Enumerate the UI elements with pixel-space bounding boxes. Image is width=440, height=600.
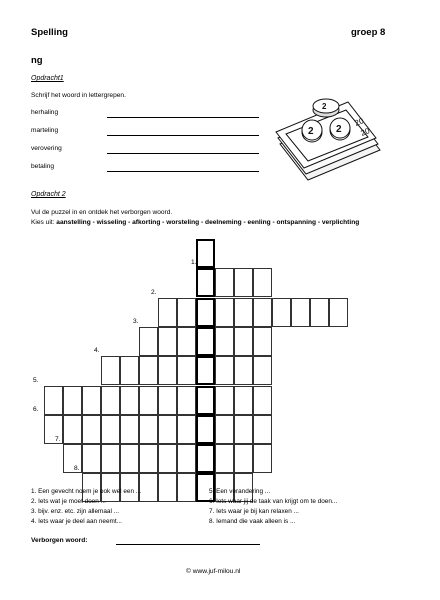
crossword-cell[interactable] [177, 444, 196, 473]
crossword-cell[interactable] [234, 444, 253, 473]
row-number: 3. [133, 318, 139, 325]
answer-line[interactable] [107, 153, 259, 154]
crossword-cell[interactable] [234, 327, 253, 356]
crossword-cell[interactable] [177, 473, 196, 502]
crossword-cell-hidden[interactable] [196, 356, 215, 385]
crossword-cell[interactable] [215, 386, 234, 415]
row-number: 6. [33, 406, 39, 413]
crossword-cell-hidden[interactable] [196, 268, 215, 297]
crossword-cell[interactable] [253, 444, 272, 473]
crossword-cell[interactable] [82, 386, 101, 415]
crossword-cell-hidden[interactable] [196, 239, 215, 268]
crossword-cell[interactable] [215, 356, 234, 385]
crossword-cell[interactable] [120, 444, 139, 473]
crossword-cell[interactable] [253, 415, 272, 444]
svg-text:2: 2 [336, 124, 342, 135]
row-number: 7. [55, 436, 61, 443]
crossword-cell[interactable] [139, 356, 158, 385]
word-label: verovering [31, 145, 62, 152]
crossword-cell-hidden[interactable] [196, 415, 215, 444]
crossword-cell[interactable] [158, 386, 177, 415]
subtitle: ng [31, 55, 43, 66]
crossword-cell[interactable] [177, 415, 196, 444]
crossword-cell[interactable] [139, 415, 158, 444]
crossword-cell[interactable] [234, 356, 253, 385]
crossword-cell[interactable] [253, 268, 272, 297]
clue-item: 8. Iemand die vaak alleen is ... [209, 518, 296, 525]
word-label: marteling [31, 127, 59, 134]
crossword-cell[interactable] [139, 386, 158, 415]
word-label: herhaling [31, 109, 59, 116]
opdracht1-heading: Opdracht1 [31, 75, 64, 82]
choices-list: aanstelling - wisseling - afkorting - worsteling - deelneming - eenling - ontspanning - verplichting [56, 219, 360, 226]
clue-item: 7. Iets waar je bij kan relaxen ... [209, 508, 299, 515]
crossword-cell[interactable] [139, 444, 158, 473]
crossword-cell[interactable] [158, 356, 177, 385]
page-title: Spelling [31, 27, 68, 38]
crossword-cell[interactable] [101, 444, 120, 473]
crossword-cell[interactable] [234, 415, 253, 444]
svg-text:2: 2 [308, 126, 314, 137]
crossword-cell[interactable] [253, 356, 272, 385]
crossword-cell[interactable] [158, 473, 177, 502]
crossword-cell[interactable] [139, 473, 158, 502]
answer-line[interactable] [107, 135, 259, 136]
crossword-cell[interactable] [253, 386, 272, 415]
opdracht1-instruction: Schrijf het woord in lettergrepen. [31, 92, 126, 99]
crossword-cell-hidden[interactable] [196, 444, 215, 473]
row-number: 8. [74, 465, 80, 472]
crossword-cell[interactable] [272, 298, 291, 327]
crossword-cell[interactable] [234, 386, 253, 415]
crossword-cell[interactable] [177, 298, 196, 327]
crossword-cell[interactable] [234, 268, 253, 297]
opdracht2-heading: Opdracht 2 [31, 191, 66, 198]
crossword-cell[interactable] [310, 298, 329, 327]
crossword-cell-hidden[interactable] [196, 386, 215, 415]
crossword-cell[interactable] [329, 298, 348, 327]
answer-line[interactable] [107, 117, 259, 118]
crossword-cell[interactable] [253, 298, 272, 327]
hidden-word-line[interactable] [116, 544, 260, 545]
crossword-cell[interactable] [101, 356, 120, 385]
crossword-cell[interactable] [158, 444, 177, 473]
crossword-cell[interactable] [158, 298, 177, 327]
crossword-cell[interactable] [44, 386, 63, 415]
answer-line[interactable] [107, 171, 259, 172]
clue-item: 3. bijv. enz. etc. zijn allemaal ... [31, 508, 119, 515]
crossword-cell[interactable] [63, 386, 82, 415]
crossword-cell[interactable] [215, 444, 234, 473]
word-choices [31, 219, 359, 226]
crossword-cell[interactable] [120, 386, 139, 415]
row-number: 5. [33, 377, 39, 384]
crossword-cell[interactable] [234, 298, 253, 327]
word-label: betaling [31, 163, 55, 170]
crossword-cell[interactable] [291, 298, 310, 327]
row-number: 4. [94, 347, 100, 354]
crossword-cell[interactable] [82, 444, 101, 473]
hidden-word-label: Verborgen woord: [31, 537, 88, 544]
crossword-cell[interactable] [63, 415, 82, 444]
crossword-cell-hidden[interactable] [196, 298, 215, 327]
clue-item: 5. Een verandering ... [209, 488, 271, 495]
row-number: 1. [191, 259, 197, 266]
crossword-cell[interactable] [215, 327, 234, 356]
crossword-cell[interactable] [82, 415, 101, 444]
crossword-cell-hidden[interactable] [196, 327, 215, 356]
crossword-cell[interactable] [158, 327, 177, 356]
crossword-cell[interactable] [120, 356, 139, 385]
crossword-cell[interactable] [120, 415, 139, 444]
footer-credit: © www.juf-milou.nl [186, 568, 241, 575]
svg-text:20: 20 [353, 116, 366, 128]
crossword-cell[interactable] [253, 327, 272, 356]
clue-item: 4. Iets waar je deel aan neemt... [31, 518, 122, 525]
crossword-cell[interactable] [215, 268, 234, 297]
crossword-cell[interactable] [101, 415, 120, 444]
svg-text:20: 20 [359, 126, 372, 138]
crossword-cell[interactable] [101, 386, 120, 415]
crossword-cell[interactable] [139, 327, 158, 356]
crossword-cell[interactable] [215, 298, 234, 327]
svg-text:2: 2 [322, 102, 327, 111]
opdracht2-instruction: Vul de puzzel in en ontdek het verborgen woord. [31, 209, 173, 216]
clue-item: 2. Iets wat je moet doen ... [31, 498, 106, 505]
crossword-cell[interactable] [158, 415, 177, 444]
choices-label: Kies uit: [31, 219, 57, 226]
clue-item: 1. Een gevecht noem je ook wel een ... [31, 488, 142, 495]
row-number: 2. [151, 289, 157, 296]
group-label: groep 8 [351, 27, 386, 38]
crossword-cell[interactable] [177, 327, 196, 356]
money-icon [274, 92, 386, 184]
crossword-cell[interactable] [177, 386, 196, 415]
crossword-cell[interactable] [177, 356, 196, 385]
crossword-cell[interactable] [215, 415, 234, 444]
clue-item: 6. Iets waar jij de taak van krijgt om te doen... [209, 498, 338, 505]
